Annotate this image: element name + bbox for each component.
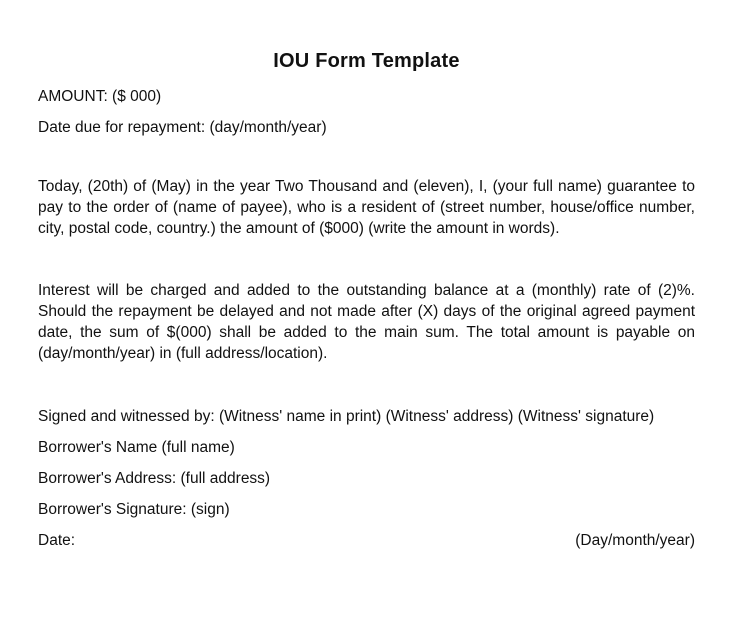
amount-line: AMOUNT: ($ 000) <box>38 88 162 105</box>
borrower-name-line: Borrower's Name (full name) <box>38 439 235 456</box>
witness-line: Signed and witnessed by: (Witness' name in print) (Witness' address) (Witness' signature) <box>38 408 655 425</box>
borrower-address-line: Borrower's Address: (full address) <box>38 470 271 487</box>
date-row <box>38 530 695 551</box>
interest-paragraph: Interest will be charged and added to the outstanding balance at a (monthly) rate of (2)%. Should the repayment be delayed and not made after (X) days of the original agreed payment date, the sum of $(000) shall be added to the main sum. The total amount is payable on (day/month/year) in (full address/location). <box>38 282 695 362</box>
due-date-line: Date due for repayment: (day/month/year) <box>38 119 327 136</box>
page-title: IOU Form Template <box>273 50 460 72</box>
borrower-signature-line: Borrower's Signature: (sign) <box>38 501 230 518</box>
date-label: Date: <box>38 532 76 549</box>
guarantee-paragraph: Today, (20th) of (May) in the year Two Thousand and (eleven), I, (your full name) guarantee to pay to the order of (name of payee), who is a resident of (street number, house/office number, city, postal code, country.) the amount of ($000) (write the amount in words). <box>38 178 695 237</box>
date-value: (Day/month/year) <box>575 532 695 549</box>
